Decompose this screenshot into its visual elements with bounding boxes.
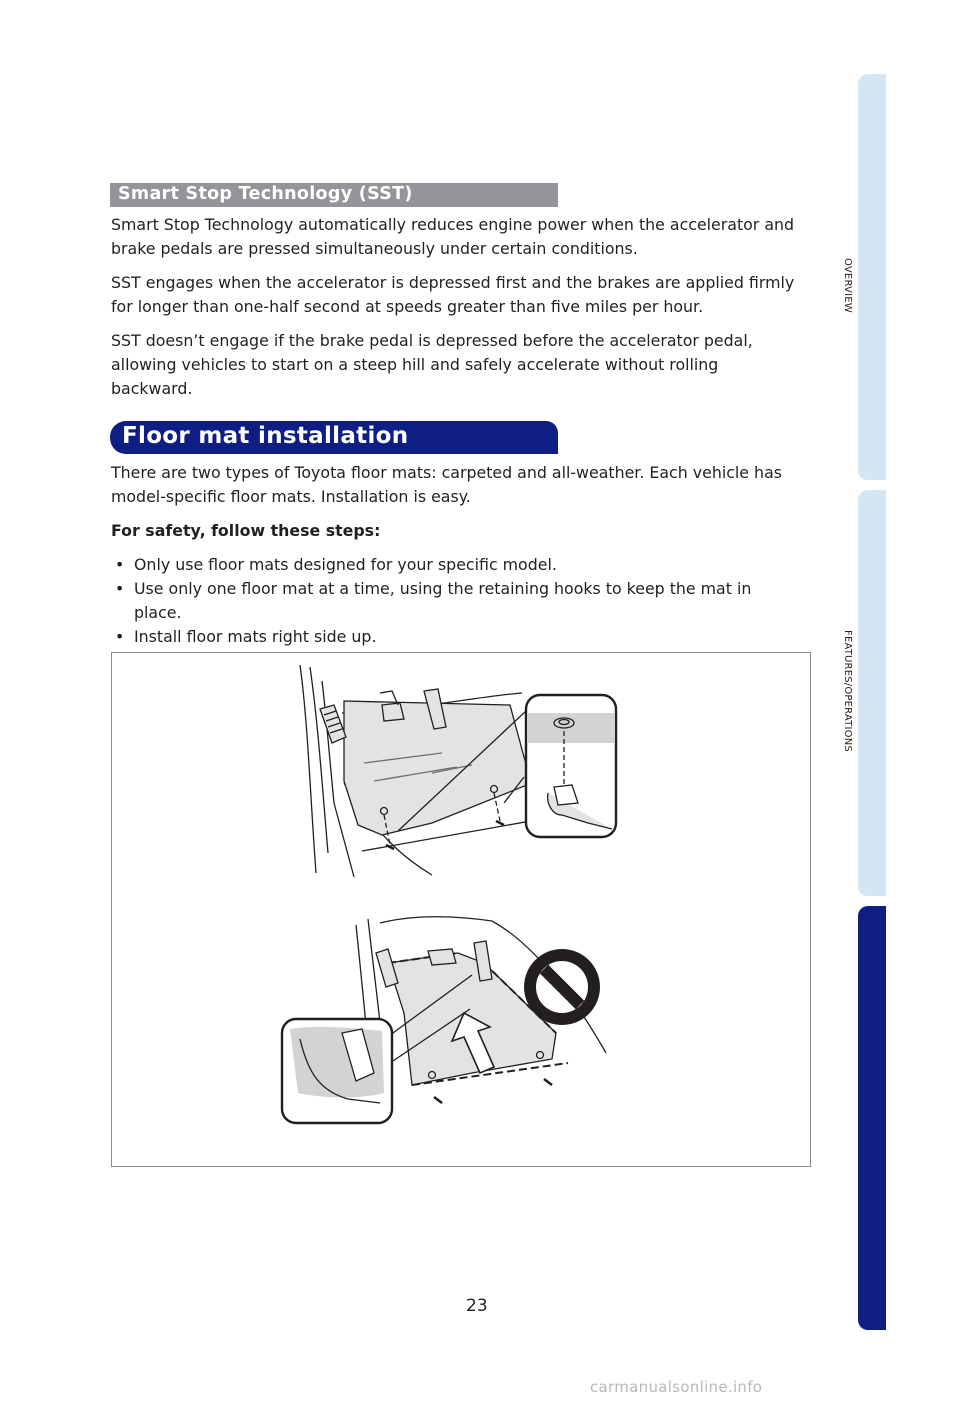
watermark: carmanualsonline.info (590, 1378, 763, 1396)
list-item: • Use only one floor mat at a time, using the retaining hooks to keep the mat in place. (111, 577, 801, 625)
list-item: • Install floor mats right side up. (111, 625, 801, 649)
sst-paragraph-3: SST doesn’t engage if the brake pedal is depressed before the accelerator pedal, allowing vehicles to start on a steep hill and safely accelerate without rolling backward. (111, 331, 753, 398)
tab-safety-label: SAFETY AND EMERGENCY FEATURES (842, 1034, 853, 1223)
sst-heading: Smart Stop Technology (SST) (118, 184, 413, 204)
incorrect-installation-drawing (282, 917, 606, 1123)
tab-overview[interactable] (858, 74, 886, 480)
tab-features-operations[interactable] (858, 490, 886, 896)
correct-installation-drawing (300, 665, 616, 877)
tab-overview-label: OVERVIEW (842, 258, 853, 313)
page-number: 23 (466, 1296, 488, 1316)
list-item: • Only use floor mats designed for your specific model. (111, 553, 801, 577)
floor-mat-steps-title: For safety, follow these steps: (111, 521, 381, 540)
floor-mat-heading-bar (110, 421, 558, 454)
floor-mat-illustration (111, 652, 811, 1167)
floor-mat-steps-list (111, 553, 801, 649)
sst-paragraph-1: Smart Stop Technology automatically reduces engine power when the accelerator and brake pedals are pressed simultaneously under certain conditions. (111, 215, 795, 258)
tab-safety-emergency[interactable] (858, 906, 886, 1330)
sst-heading-bar (110, 183, 558, 207)
sst-paragraph-2: SST engages when the accelerator is depressed first and the brakes are applied firmly for longer than one-half second at speeds greater than five miles per hour. (111, 273, 795, 316)
floor-mat-heading: Floor mat installation (122, 423, 409, 449)
floor-mat-diagram (112, 653, 810, 1166)
floor-mat-intro: There are two types of Toyota floor mats: carpeted and all-weather. Each vehicle has model-specific floor mats. Installation is easy. (111, 463, 782, 506)
tab-features-label: FEATURES/OPERATIONS (842, 630, 853, 752)
